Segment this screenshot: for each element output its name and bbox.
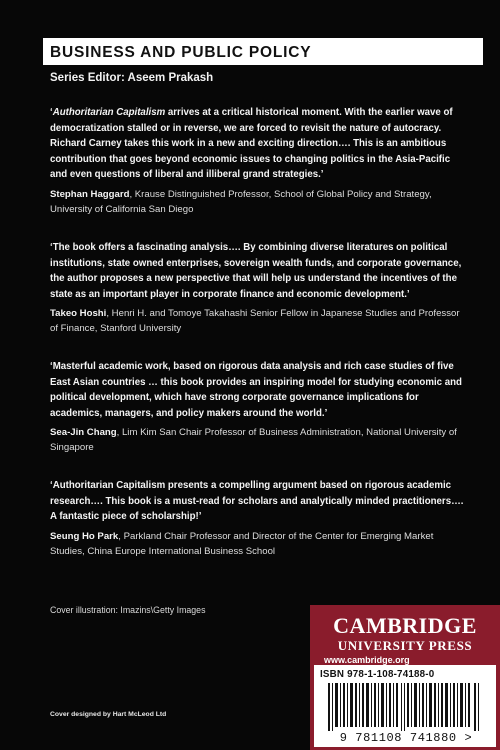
endorsement-attribution [50,425,470,455]
cover-illustration-credit: Cover illustration: Imazins\Getty Images [50,605,206,615]
endorsement-attribution [50,529,470,559]
series-editor: Series Editor: Aseem Prakash [50,72,214,84]
endorsement-quote: ‘Masterful academic work, based on rigorous data analysis and rich case studies of five East Asian countries … this book provides an inspiring model for studying economic and political development, which have strong corporate governance implications for academics, managers, and policy makers around the world.’ [50,361,462,419]
barcode-panel [314,665,496,747]
endorsement-attribution [50,187,470,217]
endorsement-hoshi [50,240,470,336]
cover-designer-credit: Cover designed by Hart McLeod Ltd [50,711,167,718]
endorsement-quote: ‘The book offers a fascinating analysis…. By combining diverse literatures on political institutions, state owned enterprises, sovereign wealth funds, and corporate governance, the author proposes a new perspective that will help us understand the incentives of the state as an important player in corporate finance and economic development.’ [50,242,462,300]
endorsement-affiliation: , Parkland Chair Professor and Director of the Center for Emerging Market Studies, China Europe International Business School [50,530,434,557]
endorsement-quote: ‘Authoritarian Capitalism presents a compelling argument based on rigorous academic research…. This book is a must-read for scholars and analytically minded practitioners…. A fantastic piece of scholarship!’ [50,480,464,523]
endorsement-haggard [50,105,470,217]
endorsement-author: Takeo Hoshi [50,308,107,320]
publisher-logo-subname: UNIVERSITY PRESS [337,638,473,653]
endorsement-affiliation: , Lim Kim San Chair Professor of Business Administration, National University of Singapore [50,427,457,454]
endorsement-attribution [50,306,470,336]
endorsement-affiliation: , Krause Distinguished Professor, School of Global Policy and Strategy, University of California San Diego [50,188,432,215]
isbn-label: ISBN 978-1-108-74188-0 [320,669,435,680]
barcode-digits: 9 781108 741880 > [339,731,473,745]
endorsement-quote: ‘Authoritarian Capitalism arrives at a critical historical moment. With the earlier wave of democratization stalled or in reverse, we are forced to revisit the nature of autocracy. Richard Carney takes this work in a new and exciting direction…. This is an ambitious contribution that goes beyond economic issues to changing politics in the Asia-Pacific and even questions of liberal and illiberal grand strategies.’ [50,107,453,181]
endorsement-author: Seung Ho Park [50,530,119,542]
isbn-barcode [328,683,482,731]
publisher-logo-name: CAMBRIDGE [333,613,477,638]
series-title: BUSINESS AND PUBLIC POLICY [50,44,312,61]
endorsement-affiliation: , Henri H. and Tomoye Takahashi Senior Fellow in Japanese Studies and Professor of Finance, Stanford University [50,308,460,335]
publisher-url: www.cambridge.org [324,655,410,665]
endorsement-chang [50,359,470,455]
book-title: Authoritarian Capitalism [52,107,166,118]
endorsement-author: Stephan Haggard [50,188,130,200]
endorsement-author: Sea-Jin Chang [50,427,117,439]
endorsement-park [50,478,470,559]
